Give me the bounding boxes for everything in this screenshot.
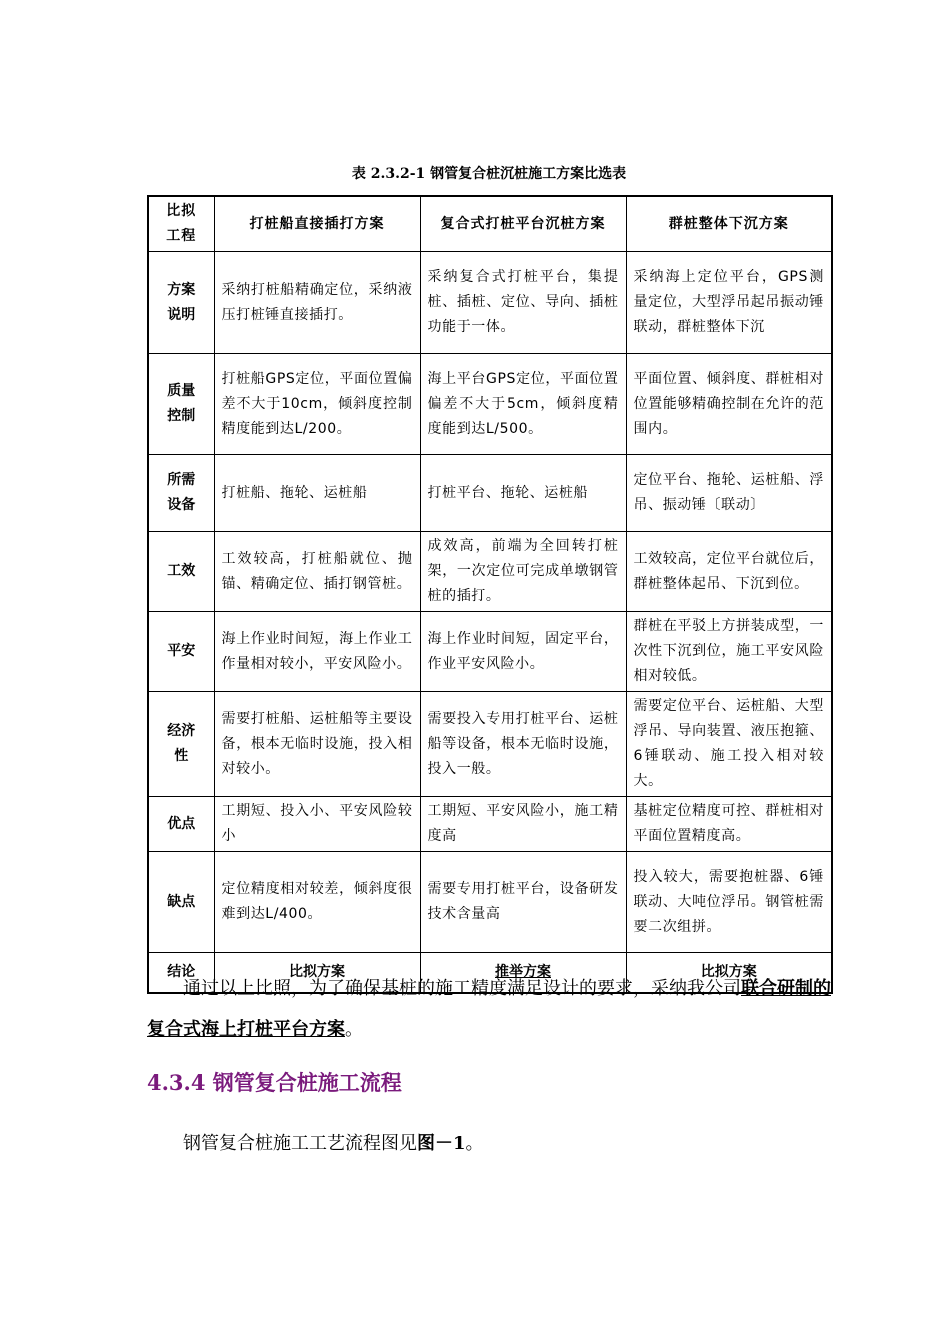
table-cell: 投入较大，需要抱桩器、6锤联动、大吨位浮吊。钢管桩需要二次组拼。 bbox=[626, 852, 832, 953]
column-header: 群桩整体下沉方案 bbox=[626, 196, 832, 252]
row-header: 工效 bbox=[148, 532, 214, 612]
table-cell: 海上作业时间短，固定平台，作业平安风险小。 bbox=[420, 612, 626, 692]
paragraph-text: 通过以上比照，为了确保基桩的施工精度满足设计的要求，采纳我公司 bbox=[183, 978, 741, 999]
table-row bbox=[148, 612, 832, 692]
table-cell: 需要投入专用打桩平台、运桩船等设备，根本无临时设施，投入一般。 bbox=[420, 692, 626, 797]
column-header: 复合式打桩平台沉桩方案 bbox=[420, 196, 626, 252]
row-header: 质量控制 bbox=[148, 354, 214, 455]
table-cell: 群桩在平驳上方拼装成型，一次性下沉到位，施工平安风险相对较低。 bbox=[626, 612, 832, 692]
row-header: 缺点 bbox=[148, 852, 214, 953]
conclusion-cell-recommended: 推举方案 bbox=[420, 953, 626, 993]
row-header: 方案说明 bbox=[148, 252, 214, 354]
table-cell: 工期短、平安风险小，施工精度高 bbox=[420, 797, 626, 852]
table-cell: 采纳复合式打桩平台，集提桩、插桩、定位、导向、插桩功能于一体。 bbox=[420, 252, 626, 354]
conclusion-paragraph bbox=[147, 968, 835, 1050]
paragraph-tail: 。 bbox=[465, 1133, 484, 1154]
paragraph-emphasis: 联合研制的复合式海上打桩平台方案 bbox=[147, 978, 831, 1040]
section-heading: 4.3.4 钢管复合桩施工流程 bbox=[147, 1070, 402, 1095]
table-cell: 需要打桩船、运桩船等主要设备，根本无临时设施，投入相对较小。 bbox=[214, 692, 420, 797]
table-cell: 成效高，前端为全回转打桩架，一次定位可完成单墩钢管桩的插打。 bbox=[420, 532, 626, 612]
table-cell: 工效较高，打桩船就位、抛锚、精确定位、插打钢管桩。 bbox=[214, 532, 420, 612]
table-row bbox=[148, 532, 832, 612]
row-header: 所需设备 bbox=[148, 455, 214, 532]
flow-paragraph bbox=[147, 1123, 835, 1164]
table-cell: 基桩定位精度可控、群桩相对平面位置精度高。 bbox=[626, 797, 832, 852]
table-cell: 打桩船GPS定位，平面位置偏差不大于10cm，倾斜度控制精度能到达L/200。 bbox=[214, 354, 420, 455]
table-cell: 采纳打桩船精确定位，采纳液压打桩锤直接插打。 bbox=[214, 252, 420, 354]
paragraph-text: 钢管复合桩施工工艺流程图见 bbox=[183, 1133, 417, 1154]
table-cell: 定位精度相对较差，倾斜度很难到达L/400。 bbox=[214, 852, 420, 953]
table-cell: 需要定位平台、运桩船、大型浮吊、导向装置、液压抱箍、6锤联动、施工投入相对较大。 bbox=[626, 692, 832, 797]
table-cell: 打桩平台、拖轮、运桩船 bbox=[420, 455, 626, 532]
column-header: 打桩船直接插打方案 bbox=[214, 196, 420, 252]
conclusion-cell: 比拟方案 bbox=[214, 953, 420, 993]
table-cell: 工效较高，定位平台就位后，群桩整体起吊、下沉到位。 bbox=[626, 532, 832, 612]
table-row bbox=[148, 252, 832, 354]
paragraph-tail: 。 bbox=[345, 1019, 363, 1040]
conclusion-cell: 比拟方案 bbox=[626, 953, 832, 993]
table-cell: 海上作业时间短，海上作业工作量相对较小，平安风险小。 bbox=[214, 612, 420, 692]
table-caption: 表 2.3.2-1 钢管复合桩沉桩施工方案比选表 bbox=[351, 166, 627, 182]
table-cell: 工期短、投入小、平安风险较小 bbox=[214, 797, 420, 852]
table-cell: 打桩船、拖轮、运桩船 bbox=[214, 455, 420, 532]
row-header: 结论 bbox=[148, 953, 214, 993]
table-cell: 平面位置、倾斜度、群桩相对位置能够精确控制在允许的范围内。 bbox=[626, 354, 832, 455]
table-row bbox=[148, 852, 832, 953]
comparison-table bbox=[147, 195, 833, 994]
figure-reference: 图－1 bbox=[417, 1133, 466, 1154]
table-row bbox=[148, 354, 832, 455]
row-header: 优点 bbox=[148, 797, 214, 852]
table-cell: 定位平台、拖轮、运桩船、浮吊、振动锤〔联动〕 bbox=[626, 455, 832, 532]
row-header: 平安 bbox=[148, 612, 214, 692]
table-cell: 采纳海上定位平台，GPS测量定位，大型浮吊起吊振动锤联动，群桩整体下沉 bbox=[626, 252, 832, 354]
row-header: 经济性 bbox=[148, 692, 214, 797]
table-cell: 海上平台GPS定位，平面位置偏差不大于5cm，倾斜度精度能到达L/500。 bbox=[420, 354, 626, 455]
table-cell: 需要专用打桩平台，设备研发技术含量高 bbox=[420, 852, 626, 953]
corner-header: 比拟工程 bbox=[148, 196, 214, 252]
table-row bbox=[148, 797, 832, 852]
table-row bbox=[148, 692, 832, 797]
table-header-row bbox=[148, 196, 832, 252]
table-row bbox=[148, 455, 832, 532]
